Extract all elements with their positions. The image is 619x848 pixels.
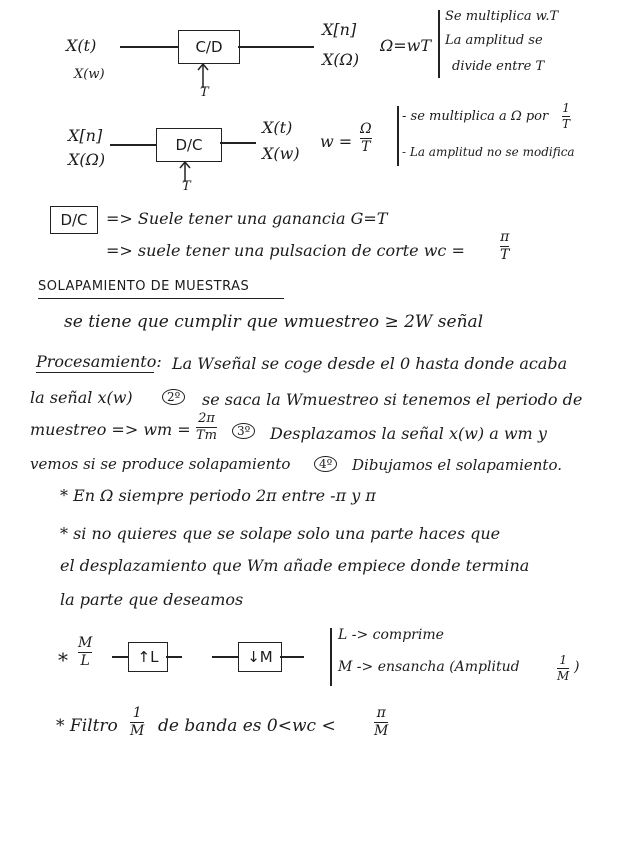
sampling-freq-num: 2π (198, 411, 215, 426)
downsample-note: M -> ensancha (Amplitud (338, 659, 520, 675)
cd-converter-box: C/D (178, 30, 240, 64)
rates-fraction (78, 636, 92, 669)
cd-notes-brace (438, 10, 440, 78)
dc-converter-box: D/C (156, 128, 222, 162)
note-overlap-2: el desplazamiento que Wm añade empiece donde termina (60, 556, 530, 575)
cd-note-1: Se multiplica w.T (445, 9, 559, 24)
note-overlap-1: * si no quieres que se solape solo una parte haces que (60, 524, 501, 543)
procedure-line-1: La Wseñal se coge desde el 0 hasta donde acaba (172, 354, 568, 373)
rates-star: * (58, 648, 68, 672)
rates-frac-den: L (80, 653, 90, 670)
dc-output-freq: X(w) (262, 144, 300, 163)
dc-tag-box: D/C (50, 206, 98, 234)
step-4-circle (314, 455, 337, 472)
filter-prefix: * Filtro (56, 716, 118, 736)
procedure-line-4a: vemos si se produce solapamiento (30, 455, 291, 473)
procedure-line-3a: muestreo => wm = (30, 420, 191, 439)
step-2-badge: 2º (162, 389, 185, 405)
cd-relation: Ω=wT (380, 36, 432, 55)
cd-output-dtft: X(Ω) (322, 50, 360, 69)
dc-sample-period: T (182, 179, 191, 194)
filter-band-text: de banda es 0<wc < (158, 716, 336, 736)
amplitude-num: 1 (559, 653, 567, 667)
dc-gain-note: => Suele tener una ganancia G=T (106, 209, 388, 228)
cd-output-seq: X[n] (322, 20, 357, 39)
dc-relation-fraction (360, 122, 372, 155)
dc-input-dtft: X(Ω) (68, 150, 106, 169)
rates-frac-num: M (78, 635, 93, 651)
upsampler-out-line (166, 656, 182, 658)
step-2-circle (162, 388, 185, 405)
dc-cutoff-den: T (500, 247, 510, 264)
sampling-freq-fraction (196, 412, 217, 443)
filter-cutoff-den: M (374, 723, 389, 740)
dc-note-1: - se multiplica a Ω por (402, 109, 549, 124)
step-3-circle (232, 422, 255, 439)
note-period: * En Ω siempre periodo 2π entre -π y π (60, 486, 376, 505)
dc-output-time: X(t) (262, 118, 293, 137)
downsampler-in-line (212, 656, 238, 658)
cd-input-line (120, 46, 178, 48)
downsampler-out-line (280, 656, 304, 658)
dc-relation-lhs: w = (320, 132, 353, 151)
step-3-badge: 3º (232, 423, 255, 439)
dc-relation-den: T (361, 139, 371, 156)
amplitude-close: ) (574, 659, 580, 675)
requirement-text: se tiene que cumplir que wmuestreo ≥ 2W señal (64, 312, 484, 332)
note-overlap-3: la parte que deseamos (60, 590, 244, 609)
dc-note-1-den: T (562, 116, 571, 131)
dc-output-line (220, 142, 256, 144)
dc-note-1-fraction (562, 102, 570, 131)
dc-input-seq: X[n] (68, 126, 103, 145)
cd-note-3: divide entre T (452, 59, 545, 74)
procedure-line-3b: Desplazamos la señal x(w) a wm y (270, 424, 547, 443)
dc-input-line (110, 144, 156, 146)
rates-brace (330, 628, 332, 686)
cd-output-line (238, 46, 314, 48)
dc-cutoff-num: π (500, 229, 510, 245)
dc-note-2: - La amplitud no se modifica (402, 145, 575, 159)
dc-notes-brace (397, 106, 399, 166)
cd-note-2: La amplitud se (445, 33, 543, 48)
upsampler-in-line (112, 656, 128, 658)
amplitude-fraction (557, 654, 569, 683)
amplitude-den: M (557, 668, 570, 683)
sampling-freq-den: Tm (196, 428, 217, 444)
filter-cutoff-fraction (374, 706, 388, 739)
procedure-label: Procesamiento: (36, 352, 162, 371)
dc-cutoff-note: => suele tener una pulsacion de corte wc = (106, 241, 465, 260)
procedure-line-2a: la señal x(w) (30, 388, 133, 407)
procedure-underline (36, 372, 154, 373)
dc-relation-num: Ω (360, 121, 372, 137)
filter-gain-den: M (130, 723, 145, 740)
heading-underline (38, 298, 284, 299)
dc-cutoff-fraction (500, 230, 509, 263)
upsample-note: L -> comprime (338, 627, 444, 643)
cd-sample-period: T (200, 85, 209, 100)
section-heading: SOLAPAMIENTO DE MUESTRAS (38, 279, 250, 294)
cd-input-freq: X(w) (74, 67, 105, 82)
step-4-badge: 4º (314, 456, 337, 472)
cd-input-time: X(t) (66, 36, 97, 55)
upsampler-box: ↑L (128, 642, 168, 672)
filter-gain-num: 1 (132, 705, 142, 721)
procedure-line-2b: se saca la Wmuestreo si tenemos el periodo de (202, 390, 583, 409)
filter-gain-fraction (130, 706, 144, 739)
dc-note-1-num: 1 (562, 101, 570, 115)
filter-cutoff-num: π (376, 705, 386, 721)
procedure-line-4b: Dibujamos el solapamiento. (352, 456, 562, 474)
downsampler-box: ↓M (238, 642, 282, 672)
